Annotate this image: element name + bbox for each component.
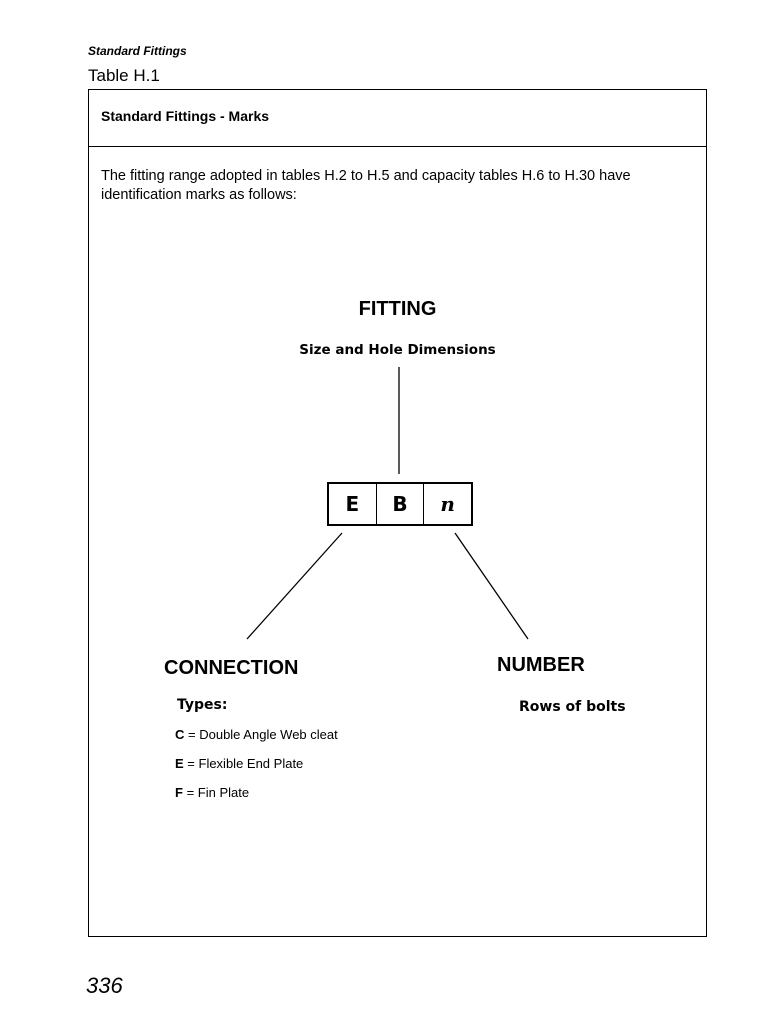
fitting-subtitle: Size and Hole Dimensions [299, 342, 496, 358]
type-text: = Fin Plate [186, 785, 250, 800]
table-label: Table H.1 [88, 66, 160, 85]
page-number: 336 [86, 973, 123, 998]
connection-title: CONNECTION [164, 657, 299, 679]
type-code: F [175, 785, 183, 800]
type-code: E [175, 756, 184, 771]
type-text: = Flexible End Plate [187, 756, 304, 771]
number-connector-line [455, 533, 528, 639]
running-head: Standard Fittings [88, 44, 187, 58]
mark-fitting-letter: B [376, 484, 424, 524]
type-text: = Double Angle Web cleat [188, 727, 338, 742]
fitting-title: FITTING [358, 298, 437, 320]
table-header: Standard Fittings - Marks [101, 108, 270, 124]
mark-box [327, 482, 473, 526]
type-code: C [175, 727, 185, 742]
type-item [175, 727, 338, 742]
number-subtitle: Rows of bolts [519, 699, 626, 715]
mark-connection-letter: E [345, 492, 360, 516]
type-item [175, 785, 249, 800]
type-item [175, 756, 303, 771]
intro-paragraph: The fitting range adopted in tables H.2 to H.5 and capacity tables H.6 to H.30 have identification marks as follows: [101, 168, 631, 203]
connection-connector-line [247, 533, 342, 639]
number-title: NUMBER [497, 654, 585, 676]
types-label: Types: [177, 697, 228, 713]
table-frame [88, 89, 707, 937]
mark-number-letter: n [423, 484, 471, 524]
